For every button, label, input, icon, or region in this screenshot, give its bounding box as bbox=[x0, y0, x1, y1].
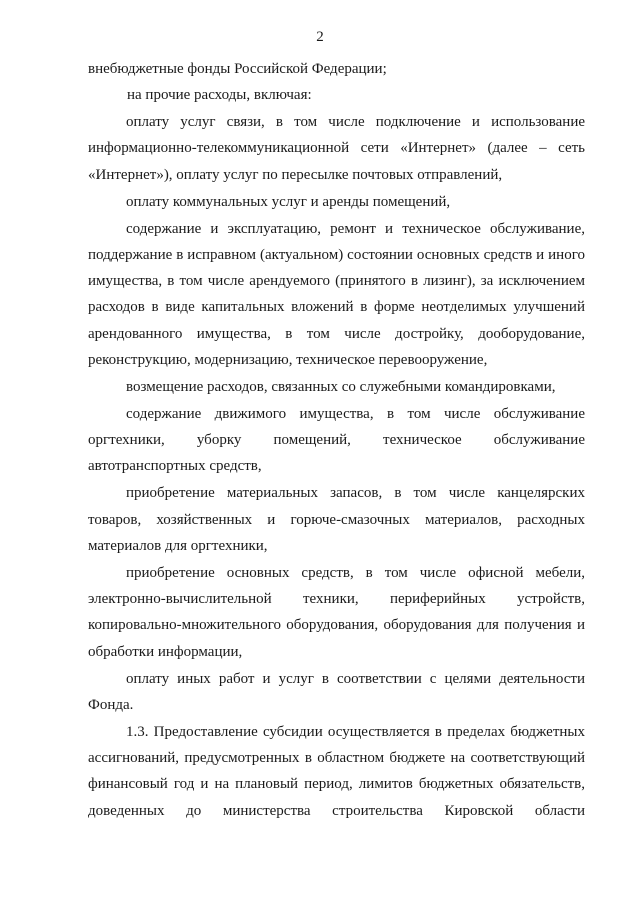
text-line: на прочие расходы, включая: bbox=[127, 87, 312, 104]
text-line: внебюджетные фонды Российской Федерации; bbox=[88, 61, 387, 77]
page-number: 2 bbox=[316, 29, 324, 45]
text-line: ассигнований, предусмотренных в областном бюджете на соответствующий bbox=[88, 750, 585, 767]
text-line: расходов в виде капитальных вложений в форме неотделимых улучшений bbox=[88, 299, 585, 316]
text-line: материалов для оргтехники, bbox=[88, 537, 268, 554]
document-body bbox=[88, 56, 585, 824]
text-line: поддержание в исправном (актуальном) состоянии основных средств и иного bbox=[88, 246, 585, 263]
text-line: копировально-множительного оборудования, оборудования для получения и bbox=[88, 617, 585, 634]
text-line: арендованного имущества, в том числе достройку, дооборудование, bbox=[88, 325, 585, 342]
text-line: товаров, хозяйственных и горюче-смазочных материалов, расходных bbox=[88, 511, 585, 528]
text-line: электронно-вычислительной техники, периферийных устройств, bbox=[88, 591, 585, 608]
text-line: 1.3. Предоставление субсидии осуществляется в пределах бюджетных bbox=[126, 723, 585, 740]
text-line: автотранспортных средств, bbox=[88, 458, 262, 475]
text-line: доведенных до министерства строительства Кировской области bbox=[88, 802, 585, 819]
text-line: Фонда. bbox=[88, 696, 134, 713]
text-line: имущества, в том числе арендуемого (принятого в лизинг), за исключением bbox=[88, 273, 585, 290]
text-line: приобретение материальных запасов, в том числе канцелярских bbox=[126, 485, 585, 502]
text-line: приобретение основных средств, в том числе офисной мебели, bbox=[126, 564, 585, 581]
text-line: информационно-телекоммуникационной сети «Интернет» (далее – сеть bbox=[88, 140, 585, 157]
text-line: реконструкцию, модернизацию, техническое перевооружение, bbox=[88, 352, 488, 369]
text-line: «Интернет»), оплату услуг по пересылке почтовых отправлений, bbox=[88, 166, 503, 183]
text-line: возмещение расходов, связанных со служебными командировками, bbox=[126, 378, 556, 395]
text-line: оплату коммунальных услуг и аренды помещений, bbox=[126, 193, 451, 210]
text-line: содержание и эксплуатацию, ремонт и техническое обслуживание, bbox=[126, 220, 585, 237]
text-line: финансовый год и на плановый период, лимитов бюджетных обязательств, bbox=[88, 776, 585, 793]
text-line: оплату иных работ и услуг в соответствии с целями деятельности bbox=[126, 670, 585, 687]
text-line: оргтехники, уборку помещений, техническое обслуживание bbox=[88, 432, 585, 449]
text-line: оплату услуг связи, в том числе подключение и использование bbox=[126, 114, 585, 131]
text-line: содержание движимого имущества, в том числе обслуживание bbox=[126, 405, 585, 422]
text-line: обработки информации, bbox=[88, 643, 243, 660]
